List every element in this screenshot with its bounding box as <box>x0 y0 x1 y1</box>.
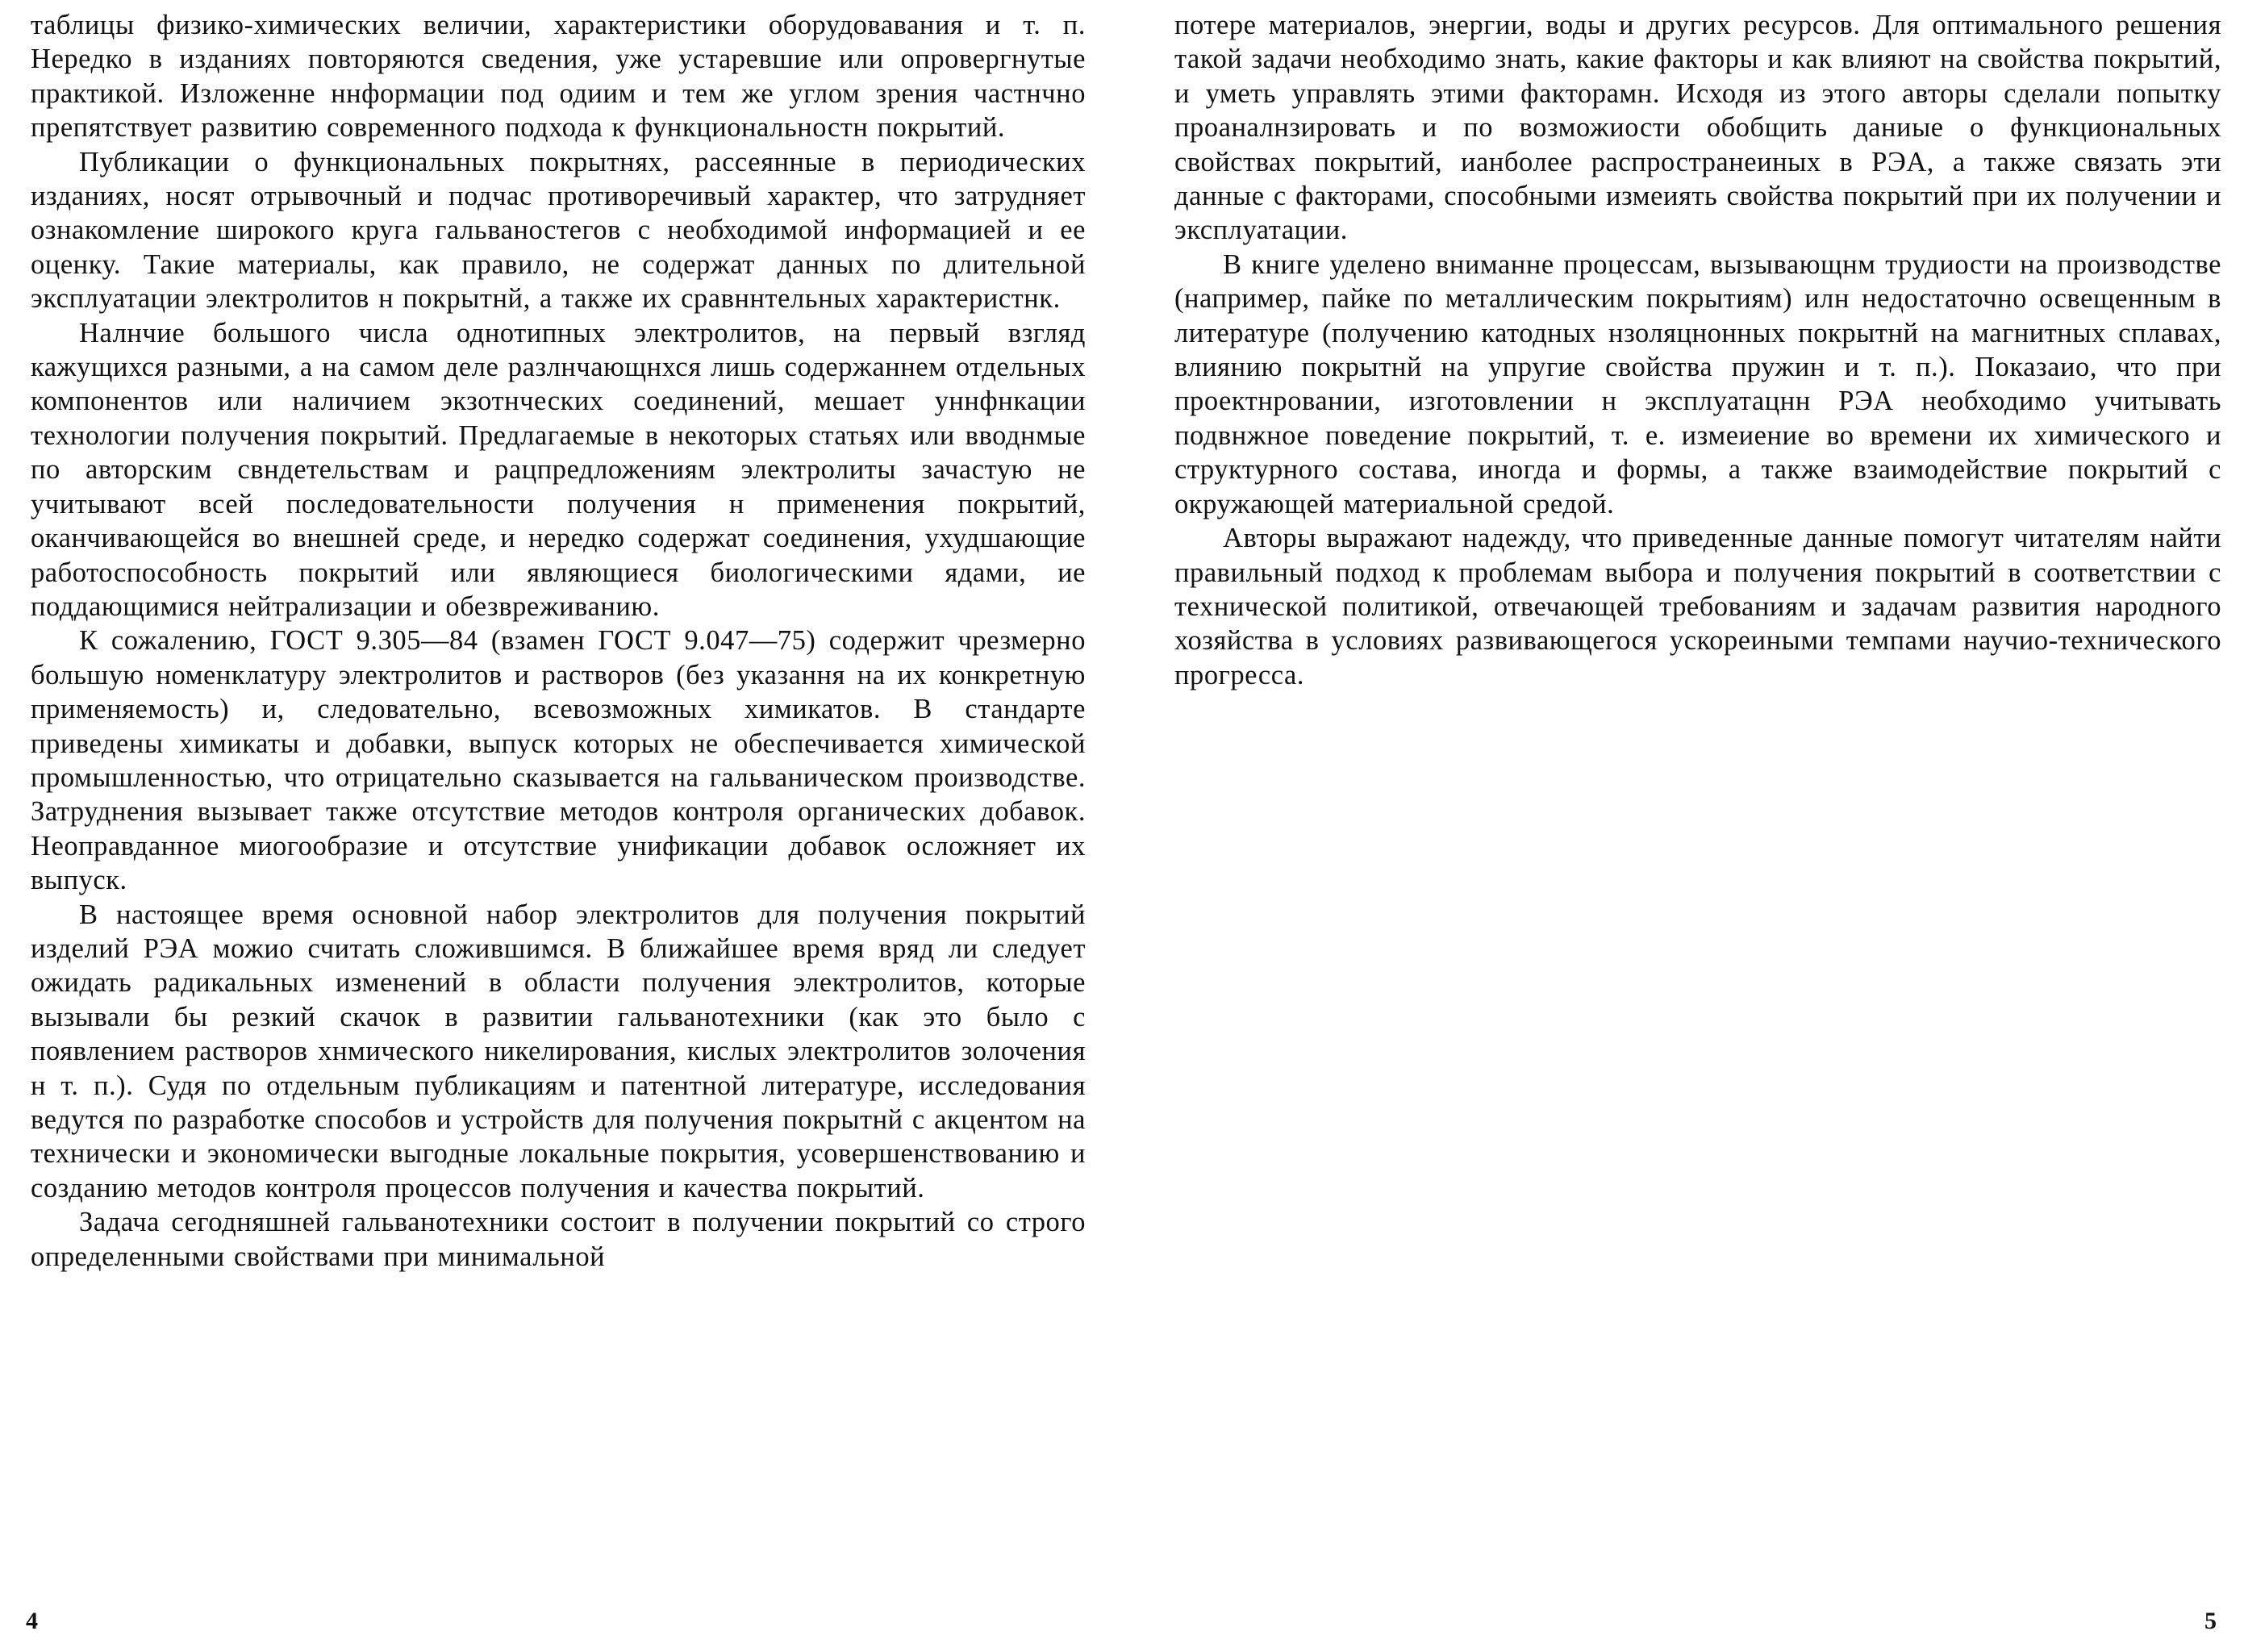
page-number-right: 5 <box>2204 1608 2217 1634</box>
left-paragraph-5: В настоящее время основной набор электролитов для получения покрытий изделий РЭА можио считать сложившимся. В ближайшее время вряд ли следует ожидать радикальных изменений в области получения электролитов, которые вызывали бы резкий скачок в развитии гальванотехники (как это было с появлением растворов хнмического никелирования, кислых электролитов золочения н т. п.). Судя по отдельным публикациям и патентной литературе, исследования ведутся по разработке способов и устройств для получения покрытнй с акцентом на технически и экономически выгодные локальные покрытия, усовершенствованию и созданию методов контроля процессов получения и качества покрытий. <box>31 899 1086 1204</box>
right-page-text <box>1174 8 2221 692</box>
right-paragraph-1: потере материалов, энергии, воды и других ресурсов. Для оптимального решения такой задачи необходимо знать, какие факторы и как влияют на свойства покрытий, и уметь управлять этими факторамн. Исходя из этого авторы сделали попытку проаналнзировать и по возможиости обобщить даниые о функциональных свойствах покрытий, ианболее распространеиных в РЭА, а также связать эти данные с факторами, способными измеиять свойства покрытий при их получении и эксплуатации. <box>1174 10 2221 246</box>
left-page-text <box>31 8 1086 1274</box>
left-paragraph-1: таблицы физико-химических величии, характеристики оборудовавания и т. п. Нередко в изданиях повторяются сведения, уже устаревшие или опровергнутые практикой. Изложенне ннформации под одиим и тем же углом зрения частнчно препятствует развитию современного подхода к функциональностн покрытий. <box>31 10 1086 144</box>
left-paragraph-2: Публикации о функциональных покрытнях, рассеянные в периодических изданиях, носят отрывочный и подчас противоречивый характер, что затрудняет ознакомление широкого круга гальваностегов с необходимой информацией и ее оценку. Такие материалы, как правило, не содержат данных по длительной эксплуатации электролитов н покрытнй, а также их сравннтельных характеристнк. <box>31 146 1086 315</box>
right-paragraph-3: Авторы выражают надежду, что приведенные данные помогут читателям найти правильный подход к проблемам выбора и получения покрытий в соответствии с технической политикой, отвечающей требованиям и задачам развития народного хозяйства в условиях развивающегося ускореиными темпами научио-технического прогресса. <box>1174 523 2221 690</box>
left-paragraph-3: Налнчие большого числа однотипных электролитов, на первый взгляд кажущихся разными, а на самом деле разлнчающнхся лишь содержаннем отдельных компонентов или наличием экзотнческих соединений, мешает уннфнкации технологии получения покрытий. Предлагаемые в некоторых статьях или вводнмые по авторским свндетельствам и рацпредложениям электролиты зачастую не учитывают всей последовательности получения н применения покрытий, оканчивающейся во внешней среде, и нередко содержат соединения, ухудшающие работоспособность покрытий или являющиеся биологическими ядами, ие поддающимися нейтрализации и обезвреживанию. <box>31 317 1086 622</box>
left-paragraph-4: К сожалению, ГОСТ 9.305—84 (взамен ГОСТ 9.047—75) содержит чрезмерно большую номенклатуру электролитов и растворов (без указання на их конкретную применяемость) и, следовательно, всевозможных химикатов. В стандарте приведены химикаты и добавки, выпуск которых не обеспечивается химической промышленностью, что отрицательно сказывается на гальваническом производстве. Затруднения вызывает также отсутствие методов контроля органических добавок. Неоправданное миогообразие и отсутствие унификации добавок осложняет их выпуск. <box>31 625 1086 896</box>
right-page <box>1122 0 2244 1652</box>
page-number-left: 4 <box>26 1608 38 1634</box>
left-paragraph-6: Задача сегодняшней гальванотехники состоит в получении покрытий со строго определенными свойствами при минимальной <box>31 1207 1086 1272</box>
right-paragraph-2: В книге уделено вниманне процессам, вызывающнм трудиости на производстве (например, пайке по металлическим покрытиям) илн недостаточно освещенным в литературе (получению катодных нзоляцнонных покрытнй на магнитных сплавах, влиянию покрытнй на упругие свойства пружин и т. п.). Показаио, что при проектнровании, изготовлении н эксплуатацнн РЭА необходимо учитывать подвнжное поведение покрытий, т. е. измеиение во времени их химического и структурного состава, иногда и формы, а также взаимодействие покрытий с окружающей материальной средой. <box>1174 248 2221 519</box>
